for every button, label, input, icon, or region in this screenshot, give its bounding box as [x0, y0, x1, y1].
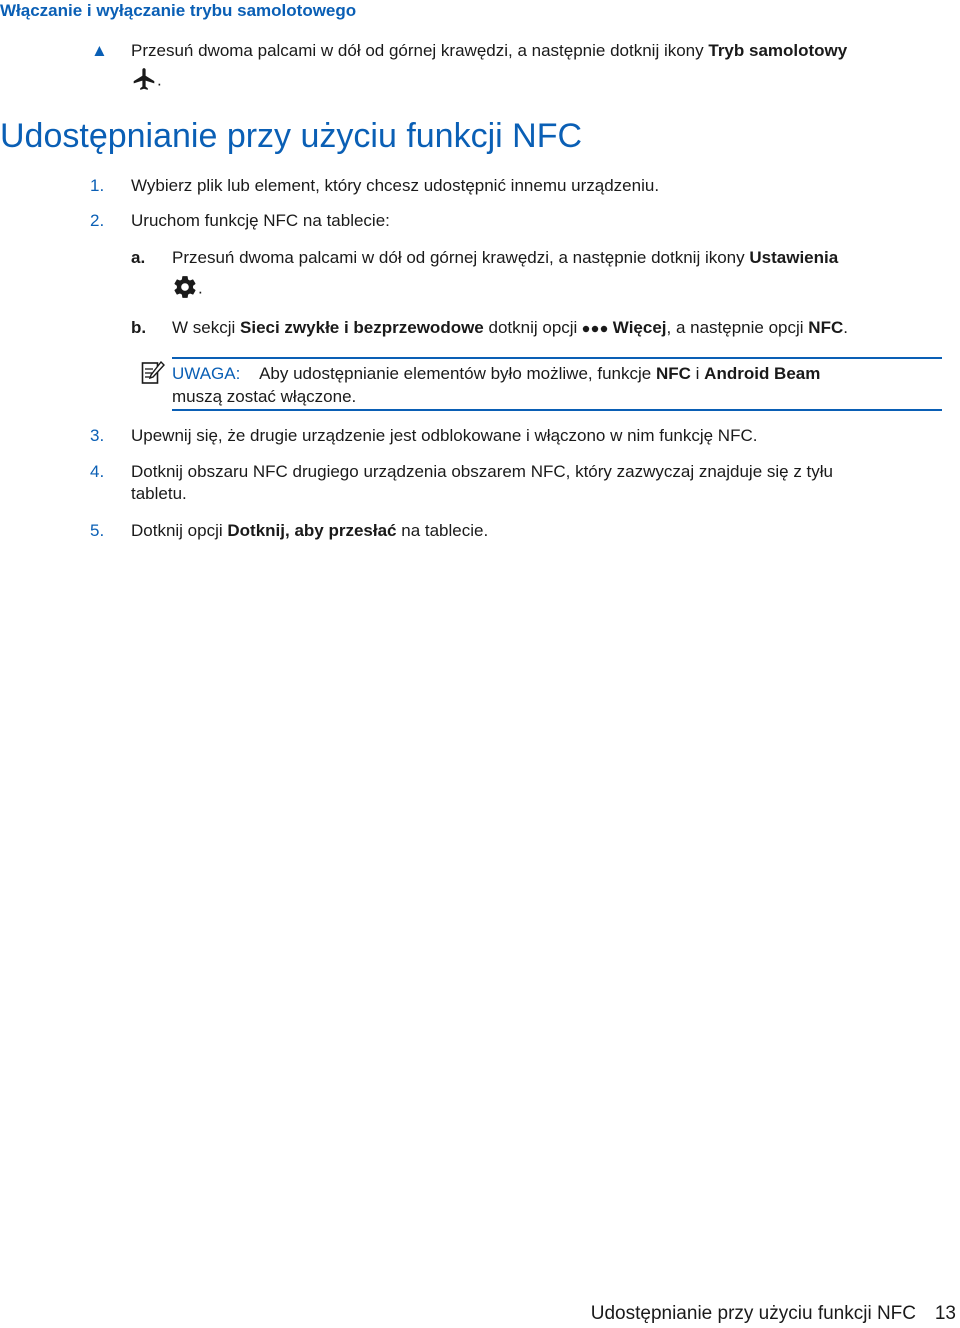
section-heading-nfc: Udostępnianie przy użyciu funkcji NFC: [0, 117, 583, 155]
wireless-networks-label: Sieci zwykłe i bezprzewodowe: [240, 318, 484, 337]
footer-title: Udostępnianie przy użyciu funkcji NFC: [590, 1303, 916, 1324]
note-bottom-rule: [172, 409, 942, 411]
step-text-3: Upewnij się, że drugie urządzenie jest odblokowane i włączono w nim funkcję NFC.: [131, 426, 758, 445]
note-line-2: muszą zostać włączone.: [172, 387, 357, 406]
airplane-instruction: [131, 40, 847, 62]
note-text-1: Aby udostępnianie elementów było możliwe, funkcje: [259, 364, 652, 383]
step-number-1: 1.: [90, 176, 105, 195]
step-text-5: [131, 520, 488, 542]
substep-label-b: b.: [131, 318, 147, 337]
settings-period: .: [198, 278, 203, 298]
bullet-marker: ▲: [91, 41, 108, 60]
step-text-2: Uruchom funkcję NFC na tablecie:: [131, 211, 390, 230]
more-dots-icon: [582, 318, 608, 340]
airplane-period: .: [157, 70, 162, 90]
note-icon: [141, 360, 165, 391]
note-top-rule: [172, 357, 942, 359]
airplane-icon: [131, 66, 157, 97]
page-number: 13: [934, 1303, 956, 1324]
step-number-2: 2.: [90, 211, 105, 230]
note-nfc-label: NFC: [655, 364, 691, 383]
step-number-4: 4.: [90, 462, 105, 481]
airplane-icon-line: [131, 66, 162, 97]
step-text-4-line-2: tabletu.: [131, 484, 187, 503]
note-label: UWAGA:: [172, 364, 241, 383]
substep-a-text: Przesuń dwoma palcami w dół od górnej krawędzi, a następnie dotknij ikony: [172, 248, 745, 267]
substep-b-text-1: W sekcji: [172, 318, 236, 337]
settings-label: Ustawienia: [749, 248, 839, 267]
note-text-2: i: [695, 364, 700, 383]
section-heading-airplane-mode: Włączanie i wyłączanie trybu samolotowego: [0, 1, 357, 20]
substep-b-text-4: .: [843, 318, 848, 337]
step-number-3: 3.: [90, 426, 105, 445]
step-5-text-1: Dotknij opcji: [131, 521, 223, 540]
note-line-1: [172, 363, 820, 385]
substep-b-text-3: , a następnie opcji: [666, 318, 804, 337]
step-text-1: Wybierz plik lub element, który chcesz udostępnić innemu urządzeniu.: [131, 176, 660, 195]
more-label: Więcej: [612, 318, 667, 337]
substep-label-a: a.: [131, 248, 146, 267]
step-5-text-2: na tablecie.: [401, 521, 489, 540]
airplane-instruction-text: Przesuń dwoma palcami w dół od górnej krawędzi, a następnie dotknij ikony: [131, 41, 704, 60]
substep-b-text-2: dotknij opcji: [488, 318, 578, 337]
step-text-4-line-1: Dotknij obszaru NFC drugiego urządzenia obszarem NFC, który zazwyczaj znajduje się z tyłu: [131, 462, 834, 481]
step-number-5: 5.: [90, 521, 105, 540]
substep-text-b: [172, 317, 848, 340]
note-android-beam-label: Android Beam: [704, 364, 821, 383]
nfc-option-label: NFC: [808, 318, 844, 337]
airplane-mode-label: Tryb samolotowy: [708, 41, 848, 60]
gear-icon-line: [172, 274, 203, 305]
gear-icon: [172, 274, 198, 305]
tap-to-beam-label: Dotknij, aby przesłać: [227, 521, 397, 540]
substep-text-a: [172, 247, 838, 269]
